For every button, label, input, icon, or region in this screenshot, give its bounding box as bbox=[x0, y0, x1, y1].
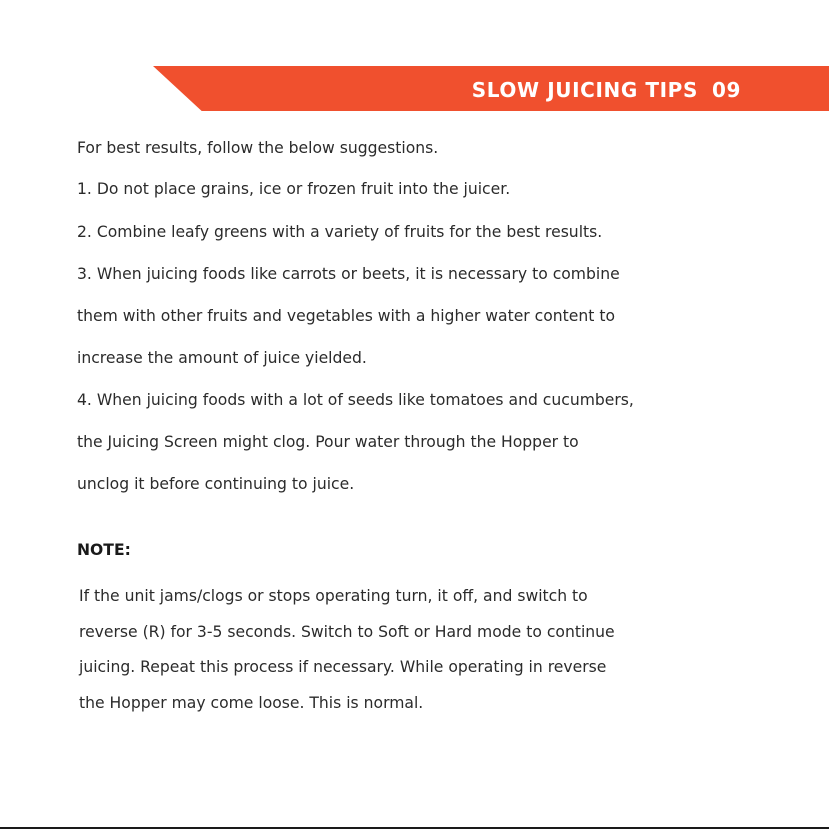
tip-2: 2. Combine leafy greens with a variety of fruits for the best results. bbox=[77, 223, 603, 241]
tip-1: 1. Do not place grains, ice or frozen fruit into the juicer. bbox=[77, 180, 511, 198]
note-line-3: juicing. Repeat this process if necessary. While operating in reverse bbox=[79, 658, 607, 676]
tip-3-line-3: increase the amount of juice yielded. bbox=[77, 349, 367, 367]
note-line-1: If the unit jams/clogs or stops operating turn, it off, and switch to bbox=[79, 587, 588, 605]
note-line-2: reverse (R) for 3-5 seconds. Switch to Soft or Hard mode to continue bbox=[79, 623, 615, 641]
tip-3-line-1: 3. When juicing foods like carrots or beets, it is necessary to combine bbox=[77, 265, 620, 283]
page-number: 09 bbox=[711, 78, 741, 102]
note-heading: NOTE: bbox=[77, 541, 131, 559]
tip-4-line-2: the Juicing Screen might clog. Pour water through the Hopper to bbox=[77, 433, 579, 451]
page-title bbox=[472, 78, 741, 102]
page-title-text: SLOW JUICING TIPS bbox=[471, 78, 698, 102]
intro-text: For best results, follow the below suggestions. bbox=[77, 139, 439, 157]
tip-4-line-1: 4. When juicing foods with a lot of seeds like tomatoes and cucumbers, bbox=[77, 391, 634, 409]
tip-3-line-2: them with other fruits and vegetables with a higher water content to bbox=[77, 307, 615, 325]
tip-4-line-3: unclog it before continuing to juice. bbox=[77, 475, 355, 493]
note-line-4: the Hopper may come loose. This is normal. bbox=[79, 694, 424, 712]
